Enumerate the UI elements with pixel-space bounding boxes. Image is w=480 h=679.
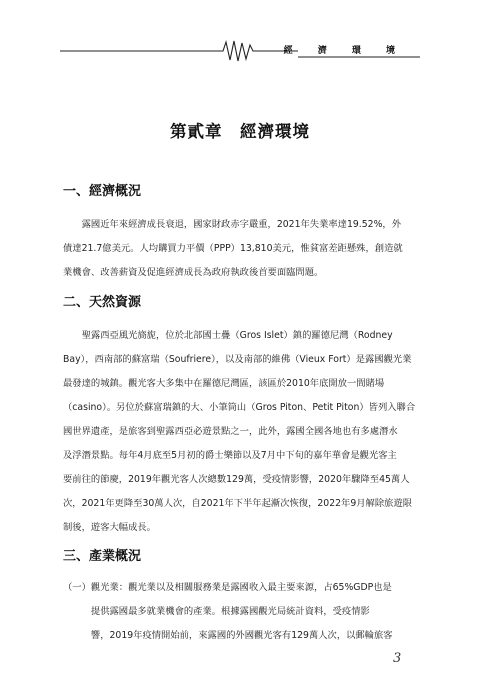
paragraph-line: 提供露國最多就業機會的產業。根據露國觀光局統計資料，受疫情影 [63, 606, 370, 617]
paragraph-line: 要前往的節慶，2019年觀光客人次總數129萬，受疫情影響，2020年驟降至45萬人 [63, 474, 410, 485]
chapter-title: 第貳章 經濟環境 [170, 122, 310, 141]
section-heading-economy: 一、經濟概況 [63, 184, 142, 199]
section-heading-resources: 二、天然資源 [63, 295, 142, 310]
header-title: 經 濟 環 境 [283, 46, 406, 56]
section-heading-industry: 三、產業概況 [63, 549, 142, 564]
paragraph-line: Bay），西南部的蘇富瑞（Soufriere），以及南部的維佛（Vieux Fort）是露國觀光業 [63, 354, 412, 365]
paragraph-line: （casino）。另位於蘇富瑞鎮的大、小筆筒山（Gros Piton、Petit Piton）皆列入聯合 [63, 402, 416, 413]
paragraph-line: 債達21.7億美元。人均購買力平價（PPP）13,810美元，惟貧富差距懸殊，創造就 [63, 243, 403, 254]
paragraph-line: 國世界遺產，是旅客到聖露西亞必遊景點之一，此外，露國全國各地也有多處潛水 [63, 426, 398, 437]
paragraph-line: （一）觀光業：觀光業以及相關服務業是露國收入最主要來源，占65%GDP也是 [63, 582, 392, 593]
running-header [60, 38, 420, 64]
paragraph-line: 次，2021年更降至30萬人次，自2021年下半年起漸次恢復，2022年9月解除旅遊限 [63, 498, 413, 509]
paragraph-line: 露國近年來經濟成長衰退，國家財政赤字嚴重，2021年失業率達19.52%，外 [63, 219, 402, 230]
paragraph-line: 業機會、改善薪資及促進經濟成長為政府執政後首要面臨問題。 [63, 267, 324, 278]
paragraph-line: 制後，遊客大幅成長。 [63, 522, 156, 533]
page-number: 3 [393, 651, 402, 666]
paragraph-line: 響，2019年疫情開始前，來露國的外國觀光客有129萬人次，以郵輪旅客 [63, 630, 393, 641]
paragraph-line: 聖露西亞風光旖旎，位於北部國士疊（Gros Islet）鎮的羅德尼灣（Rodney [63, 330, 393, 341]
paragraph-line: 最發達的城鎮。觀光客大多集中在羅德尼灣區，該區於2010年底開放一間賭場 [63, 378, 385, 389]
paragraph-line: 及浮潛景點。每年4月底至5月初的爵士樂節以及7月中下旬的嘉年華會是觀光客主 [63, 450, 397, 461]
